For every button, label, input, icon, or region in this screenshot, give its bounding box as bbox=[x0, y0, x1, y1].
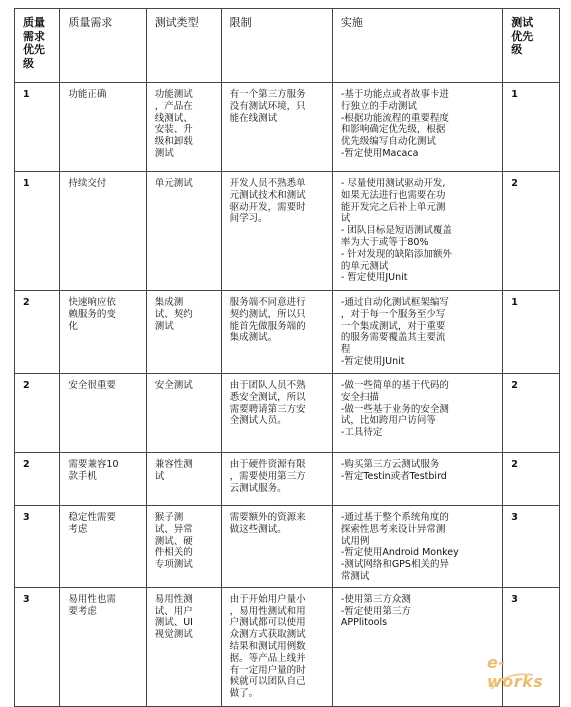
cell-test-priority: 2 bbox=[503, 453, 560, 506]
cell-limitation: 开发人员不熟悉单 元测试技术和测试 驱动开发，需要时 间学习。 bbox=[221, 172, 332, 291]
cell-test-priority: 3 bbox=[503, 587, 560, 706]
table-row bbox=[15, 374, 560, 453]
cell-implementation: -基于功能点或者故事卡进 行独立的手动测试 -根据功能流程的重要程度 和影响确定优先级，根据 优先级编写自动化测试 -暂定使用Macaca bbox=[332, 83, 502, 172]
cell-test-priority: 1 bbox=[503, 291, 560, 374]
cell-test-type: 安全测试 bbox=[146, 374, 221, 453]
header-test-priority: 测试 优先 级 bbox=[503, 9, 560, 83]
cell-limitation: 由于开始用户量小 ，易用性测试和用 户测试都可以使用 众测方式获取测试 结果和测试用例数 据。等产品上线并 有一定用户量的时 候就可以团队自己 做了。 bbox=[221, 587, 332, 706]
cell-test-priority: 1 bbox=[503, 83, 560, 172]
table-row bbox=[15, 587, 560, 706]
cell-test-type: 猴子测 试、异常 测试、硬 件相关的 专项测试 bbox=[146, 506, 221, 588]
table-row bbox=[15, 83, 560, 172]
cell-priority: 3 bbox=[15, 587, 60, 706]
cell-requirement: 快速响应依 赖服务的变 化 bbox=[60, 291, 146, 374]
cell-limitation: 服务端不同意进行 契约测试，所以只 能首先做服务端的 集成测试。 bbox=[221, 291, 332, 374]
cell-requirement: 功能正确 bbox=[60, 83, 146, 172]
cell-priority: 3 bbox=[15, 506, 60, 588]
header-quality-priority: 质量 需求 优先 级 bbox=[15, 9, 60, 83]
cell-test-priority: 2 bbox=[503, 172, 560, 291]
cell-requirement: 持续交付 bbox=[60, 172, 146, 291]
cell-priority: 2 bbox=[15, 453, 60, 506]
cell-requirement: 易用性也需 要考虑 bbox=[60, 587, 146, 706]
cell-limitation: 由于硬件资源有限 ，需要使用第三方 云测试服务。 bbox=[221, 453, 332, 506]
cell-priority: 2 bbox=[15, 374, 60, 453]
cell-test-priority: 3 bbox=[503, 506, 560, 588]
cell-test-type: 集成测 试、契约 测试 bbox=[146, 291, 221, 374]
table-row bbox=[15, 453, 560, 506]
cell-requirement: 稳定性需要 考虑 bbox=[60, 506, 146, 588]
cell-implementation: -购买第三方云测试服务 -暂定Testin或者Testbird bbox=[332, 453, 502, 506]
table-row bbox=[15, 506, 560, 588]
cell-implementation: -使用第三方众测 -暂定使用第三方 APPlitools bbox=[332, 587, 502, 706]
cell-limitation: 有一个第三方服务 没有测试环境，只 能在线测试 bbox=[221, 83, 332, 172]
table-row bbox=[15, 172, 560, 291]
cell-implementation: -通过自动化测试框架编写 ，对于每一个服务至少写 一个集成测试，对于重要 的服务需要覆盖其主要流 程 -暂定使用JUnit bbox=[332, 291, 502, 374]
cell-test-priority: 2 bbox=[503, 374, 560, 453]
cell-test-type: 兼容性测 试 bbox=[146, 453, 221, 506]
header-quality-requirement: 质量需求 bbox=[60, 9, 146, 83]
cell-implementation: -做一些简单的基于代码的 安全扫描 -做一些基于业务的安全测 试，比如跨用户访问等 -工具待定 bbox=[332, 374, 502, 453]
cell-limitation: 需要额外的资源来 做这些测试。 bbox=[221, 506, 332, 588]
watermark-text: e-works bbox=[487, 653, 544, 691]
header-implementation: 实施 bbox=[332, 9, 502, 83]
cell-test-type: 功能测试 ，产品在 线测试、 安装、升 级和卸载 测试 bbox=[146, 83, 221, 172]
cell-requirement: 安全很重要 bbox=[60, 374, 146, 453]
quality-requirements-table bbox=[14, 8, 560, 707]
e-works-watermark-logo bbox=[487, 653, 565, 697]
cell-implementation: - 尽量使用测试驱动开发, 如果无法进行也需要在功 能开发完之后补上单元测 试 - 团队目标是短语测试覆盖 率为大于或等于80% - 针对发现的缺陷添加额外 的单元测试 - 暂定使用JUnit bbox=[332, 172, 502, 291]
cell-priority: 2 bbox=[15, 291, 60, 374]
cell-priority: 1 bbox=[15, 172, 60, 291]
header-limitation: 限制 bbox=[221, 9, 332, 83]
cell-implementation: -通过基于整个系统角度的 探索性思考来设计异常测 试用例 -暂定使用Android Monkey -测试网络和GPS相关的异 常测试 bbox=[332, 506, 502, 588]
table-row bbox=[15, 291, 560, 374]
header-test-type: 测试类型 bbox=[146, 9, 221, 83]
cell-test-type: 易用性测 试、用户 测试、UI 视觉测试 bbox=[146, 587, 221, 706]
cell-limitation: 由于团队人员不熟 悉安全测试，所以 需要聘请第三方安 全测试人员。 bbox=[221, 374, 332, 453]
cell-test-type: 单元测试 bbox=[146, 172, 221, 291]
table-header-row bbox=[15, 9, 560, 83]
cell-requirement: 需要兼容10 款手机 bbox=[60, 453, 146, 506]
cell-priority: 1 bbox=[15, 83, 60, 172]
